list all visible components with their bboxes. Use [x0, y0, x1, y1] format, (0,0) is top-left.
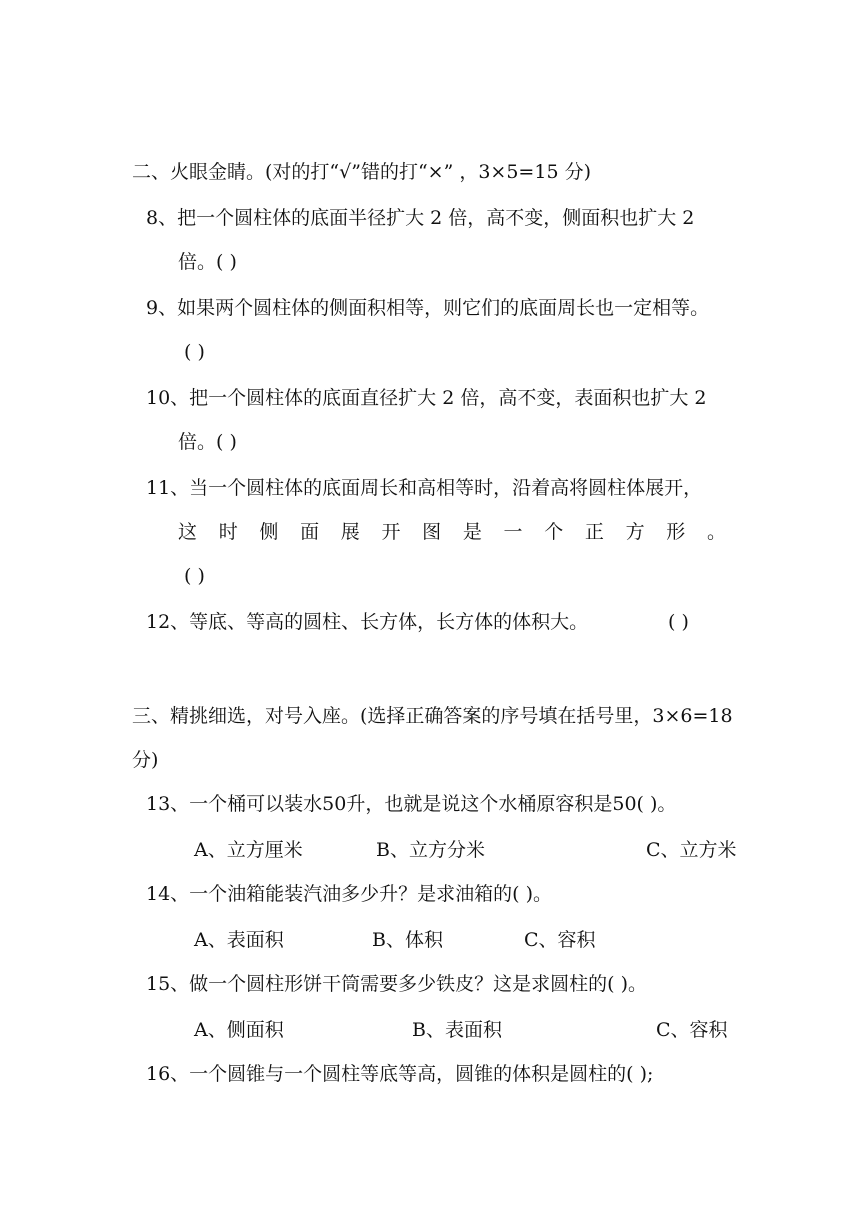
option-c: C、容积 — [656, 1019, 728, 1041]
question-14: 14、一个油箱能装汽油多少升？是求油箱的( )。 — [146, 883, 553, 905]
section-heading-cont: 分) — [132, 749, 159, 771]
option-b: B、体积 — [372, 929, 443, 951]
option-a: A、侧面积 — [194, 1019, 284, 1041]
option-a: A、表面积 — [194, 929, 284, 951]
question-10-line1: 10、把一个圆柱体的底面直径扩大 2 倍，高不变，表面积也扩大 2 — [146, 387, 707, 409]
question-12: 12、等底、等高的圆柱、长方体，长方体的体积大。 — [146, 611, 589, 633]
answer-bracket: ( ) — [668, 611, 689, 633]
char: 。 — [706, 521, 726, 543]
char: 图 — [422, 521, 442, 543]
question-10-line2: 倍。( ) — [178, 431, 237, 453]
section-heading: 二、火眼金睛。(对的打“√”错的打“×” ，3×5=15 分) — [132, 161, 591, 183]
char: 这 — [178, 521, 198, 543]
option-b: B、立方分米 — [376, 839, 485, 861]
char: 形 — [666, 521, 686, 543]
char: 正 — [584, 521, 604, 543]
char: 开 — [381, 521, 401, 543]
question-11-line1: 11、当一个圆柱体的底面周长和高相等时，沿着高将圆柱体展开， — [146, 477, 703, 499]
option-c: C、立方米 — [646, 839, 737, 861]
char: 面 — [300, 521, 320, 543]
char: 是 — [462, 521, 482, 543]
option-b: B、表面积 — [412, 1019, 502, 1041]
char: 侧 — [259, 521, 279, 543]
question-11-line2 — [178, 520, 726, 544]
question-11-line3: ( ) — [184, 565, 205, 587]
question-9-line2: ( ) — [184, 341, 205, 363]
char: 个 — [544, 521, 564, 543]
question-13: 13、一个桶可以装水50升，也就是说这个水桶原容积是50( )。 — [146, 793, 677, 815]
option-a: A、立方厘米 — [194, 839, 303, 861]
option-c: C、容积 — [524, 929, 596, 951]
question-8-line2: 倍。( ) — [178, 251, 237, 273]
question-15: 15、做一个圆柱形饼干筒需要多少铁皮？这是求圆柱的( )。 — [146, 973, 648, 995]
section-heading: 三、精挑细选，对号入座。(选择正确答案的序号填在括号里，3×6=18 — [132, 705, 733, 727]
question-16: 16、一个圆锥与一个圆柱等底等高，圆锥的体积是圆柱的( ); — [146, 1063, 654, 1085]
question-8-line1: 8、把一个圆柱体的底面半径扩大 2 倍，高不变，侧面积也扩大 2 — [146, 207, 695, 229]
char: 时 — [218, 521, 238, 543]
char: 一 — [503, 521, 523, 543]
char: 展 — [340, 521, 360, 543]
char: 方 — [625, 521, 645, 543]
question-9-line1: 9、如果两个圆柱体的侧面积相等，则它们的底面周长也一定相等。 — [146, 297, 710, 319]
